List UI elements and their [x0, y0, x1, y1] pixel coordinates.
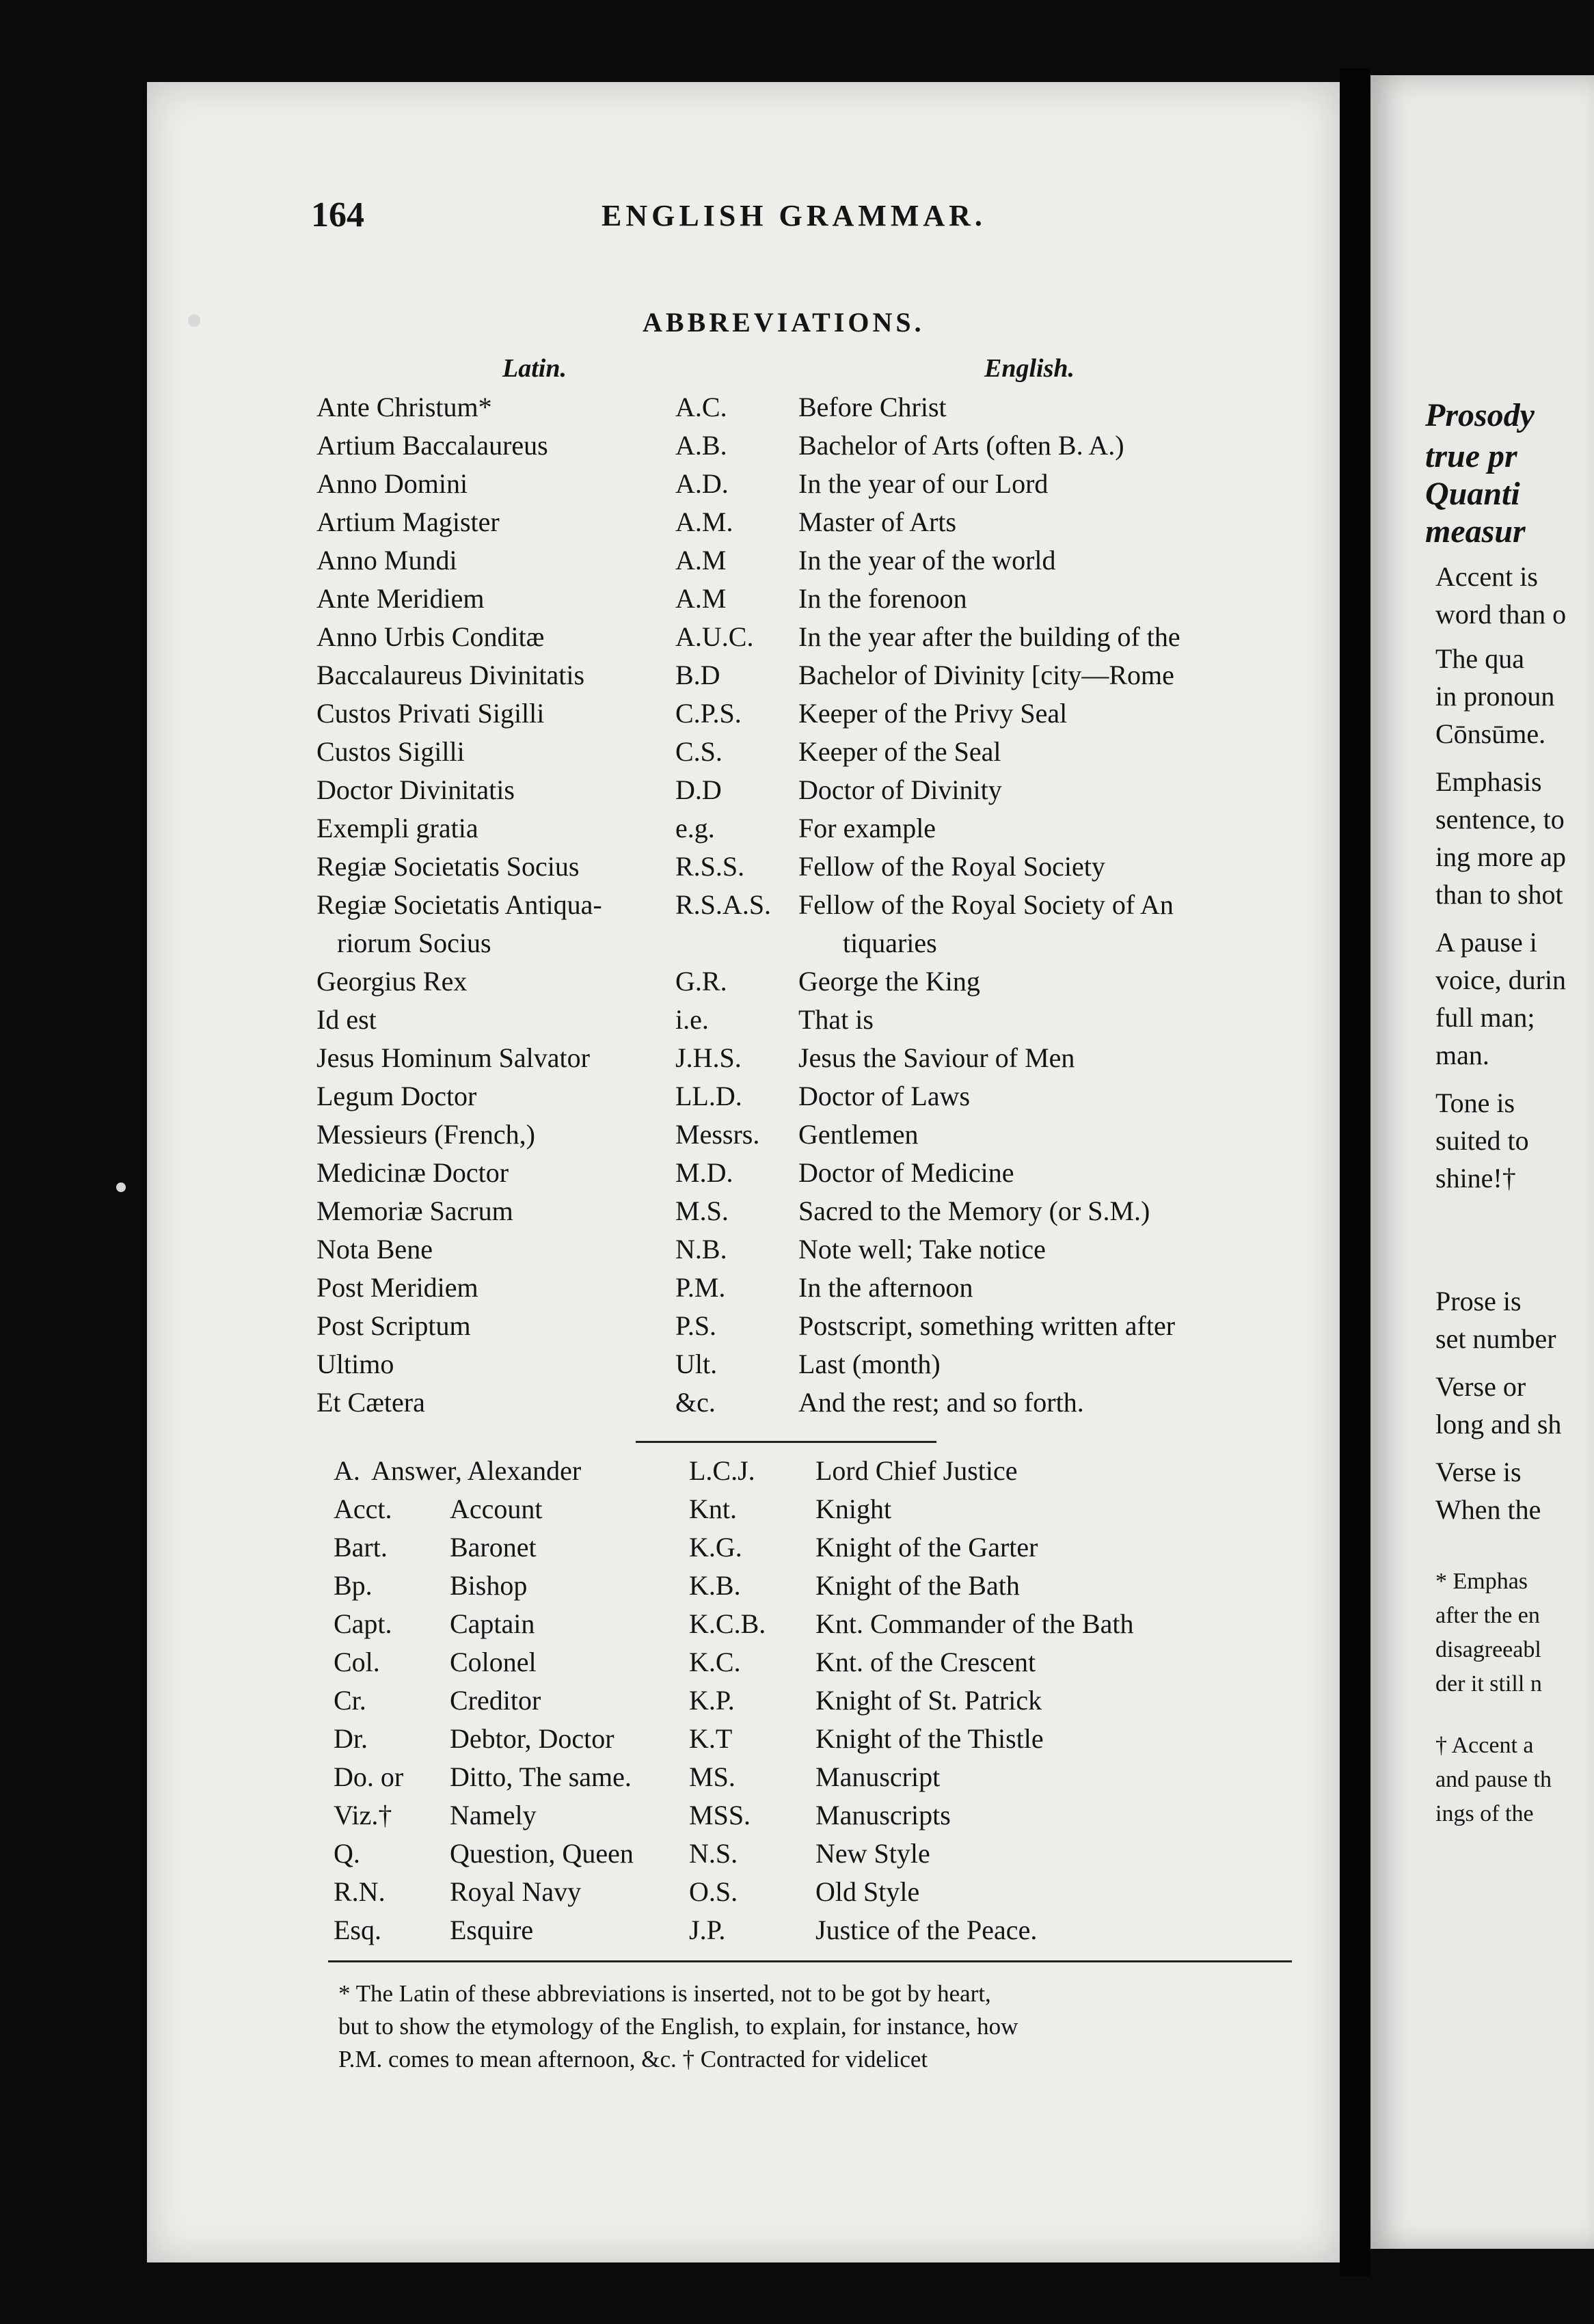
column-heading-latin: Latin. [502, 354, 567, 383]
right-page-line: Prose is [1435, 1286, 1522, 1316]
right-page-line: after the en [1435, 1603, 1540, 1628]
table-row [316, 1001, 1294, 1039]
short-abbr-cell: Q. [334, 1838, 360, 1869]
table-row [316, 694, 1294, 733]
english-cell: Jesus the Saviour of Men [798, 1042, 1075, 1073]
footnote-line: P.M. comes to mean afternoon, &c. † Contracted for videlicet [338, 2046, 928, 2072]
latin-cell: Artium Magister [316, 506, 500, 537]
right-page-line: † Accent a [1435, 1733, 1534, 1758]
table-row [316, 848, 1294, 886]
abbr-cell: A.M. [675, 506, 733, 537]
short-abbr-cell: Dr. [334, 1723, 368, 1754]
abbr-cell: MS. [689, 1761, 735, 1792]
abbr-cell: A.C. [675, 392, 727, 422]
right-page-line: Verse or [1435, 1371, 1526, 1402]
table-row [316, 656, 1294, 694]
meaning-cell: Colonel [450, 1647, 537, 1677]
footnote-line: * The Latin of these abbreviations is inserted, not to be got by heart, [338, 1980, 991, 2007]
meaning-cell: Esquire [450, 1915, 534, 1945]
abbr-cell: P.M. [675, 1272, 726, 1303]
abbr-cell: e.g. [675, 813, 715, 843]
meaning-cell: Debtor, Doctor [450, 1723, 614, 1754]
abbr-cell: LL.D. [675, 1081, 742, 1111]
abbr-cell: i.e. [675, 1004, 709, 1035]
table-row [316, 886, 1294, 924]
latin-cell: Regiæ Societatis Socius [316, 851, 580, 882]
abbr-cell: K.C.B. [689, 1608, 766, 1639]
right-page-line: * Emphas [1435, 1569, 1528, 1594]
abbr-cell: C.S. [675, 736, 722, 767]
abbr-cell: R.S.S. [675, 851, 745, 882]
right-page-line: Verse is [1435, 1457, 1522, 1487]
table-row [316, 465, 1294, 503]
table-row [316, 1192, 1294, 1230]
table-row [316, 388, 1294, 427]
latin-cell: Ante Christum* [316, 392, 492, 422]
english-cell: Knt. of the Crescent [815, 1647, 1036, 1677]
abbr-cell: O.S. [689, 1876, 738, 1907]
abbr-cell: K.T [689, 1723, 733, 1754]
english-cell: Lord Chief Justice [815, 1455, 1018, 1486]
right-page-line: Tone is [1435, 1087, 1515, 1118]
abbr-cell: Messrs. [675, 1119, 760, 1150]
latin-cell: Messieurs (French,) [316, 1119, 535, 1150]
english-cell: Note well; Take notice [798, 1234, 1046, 1265]
right-page-line: ings of the [1435, 1801, 1534, 1826]
latin-cell: Nota Bene [316, 1234, 433, 1265]
abbr-cell: C.P.S. [675, 698, 742, 729]
table-row [316, 1269, 1294, 1307]
abbr-cell: K.B. [689, 1570, 741, 1601]
table-row [316, 733, 1294, 771]
meaning-cell: Question, Queen [450, 1838, 634, 1869]
short-abbr-cell: Esq. [334, 1915, 381, 1945]
latin-cell: Id est [316, 1004, 377, 1035]
english-cell: In the forenoon [798, 583, 967, 614]
meaning-cell: Ditto, The same. [450, 1761, 632, 1792]
short-abbr-cell: A. [334, 1455, 360, 1486]
section-title: ABBREVIATIONS. [643, 307, 925, 338]
english-cell: Manuscripts [815, 1800, 951, 1830]
table-row [316, 771, 1294, 809]
english-cell: In the year of the world [798, 545, 1056, 576]
latin-cell: Post Scriptum [316, 1310, 471, 1341]
meaning-cell: Baronet [450, 1532, 537, 1563]
table-row [316, 541, 1294, 580]
right-page-line: sentence, to [1435, 804, 1565, 835]
latin-cell: Memoriæ Sacrum [316, 1195, 513, 1226]
meaning-cell: Royal Navy [450, 1876, 582, 1907]
abbr-cell: G.R. [675, 966, 727, 997]
english-cell: Before Christ [798, 392, 947, 422]
english-cell: Keeper of the Seal [798, 736, 1001, 767]
abbr-cell: J.P. [689, 1915, 726, 1945]
page-number: 164 [311, 195, 364, 234]
abbr-cell: A.D. [675, 468, 729, 499]
table-row [334, 1873, 1291, 1911]
short-abbr-cell: Do. or [334, 1761, 404, 1792]
latin-cell: Anno Domini [316, 468, 468, 499]
english-cell: Knight [815, 1494, 892, 1524]
english-cell: Keeper of the Privy Seal [798, 698, 1068, 729]
right-page-line: disagreeabl [1435, 1637, 1541, 1662]
table-row [334, 1758, 1291, 1796]
short-abbr-cell: Bart. [334, 1532, 388, 1563]
paper-spot [188, 314, 200, 327]
abbr-cell: K.P. [689, 1685, 735, 1716]
abbr-cell: J.H.S. [675, 1042, 742, 1073]
abbr-cell: Ult. [675, 1349, 718, 1379]
table-row [316, 427, 1294, 465]
english-cell: Fellow of the Royal Society [798, 851, 1105, 882]
abbr-cell: A.U.C. [675, 621, 754, 652]
english-cell: New Style [815, 1838, 930, 1869]
short-abbr-cell: Acct. [334, 1494, 392, 1524]
right-page-line: ing more ap [1435, 841, 1567, 872]
table-row [334, 1528, 1291, 1567]
short-abbr-cell: R.N. [334, 1876, 386, 1907]
english-cell: Fellow of the Royal Society of An [798, 889, 1174, 920]
running-title: ENGLISH GRAMMAR. [602, 199, 986, 232]
english-cell: Sacred to the Memory (or S.M.) [798, 1195, 1150, 1226]
meaning-cell: Answer, Alexander [371, 1455, 582, 1486]
abbr-cell: L.C.J. [689, 1455, 755, 1486]
english-cell: Manuscript [815, 1761, 941, 1792]
latin-cell: Custos Privati Sigilli [316, 698, 545, 729]
short-abbr-cell: Bp. [334, 1570, 373, 1601]
english-cell: Justice of the Peace. [815, 1915, 1038, 1945]
table-row [334, 1643, 1291, 1681]
english-cell: That is [798, 1004, 874, 1035]
right-page-line: than to shot [1435, 879, 1563, 910]
right-page-line: Accent is [1435, 561, 1538, 592]
paper-spot [116, 1183, 126, 1192]
right-page-line: A pause i [1435, 927, 1537, 958]
latin-cell: Anno Urbis Conditæ [316, 621, 545, 652]
short-abbr-cell: Capt. [334, 1608, 392, 1639]
latin-cell: Georgius Rex [316, 966, 468, 997]
table-row [316, 580, 1294, 618]
abbr-cell: K.G. [689, 1532, 742, 1563]
table-row [334, 1720, 1291, 1758]
table-row [334, 1681, 1291, 1720]
section-divider [636, 1441, 936, 1443]
latin-cell: Anno Mundi [316, 545, 457, 576]
footnote [338, 1977, 1295, 2076]
table-row [316, 1345, 1294, 1383]
english-cell: Doctor of Medicine [798, 1157, 1014, 1188]
latin-cell: Post Meridiem [316, 1272, 478, 1303]
table-row [316, 1230, 1294, 1269]
english-cell: Master of Arts [798, 506, 957, 537]
latin-cell: Regiæ Societatis Antiqua- [316, 889, 602, 920]
table-row [334, 1567, 1291, 1605]
english-cell: Doctor of Laws [798, 1081, 971, 1111]
right-page-line: true pr [1425, 438, 1517, 474]
right-page-line: Quanti [1425, 476, 1520, 512]
english-cell: Gentlemen [798, 1119, 919, 1150]
abbr-cell: N.B. [675, 1234, 727, 1265]
table-row [316, 618, 1294, 656]
latin-cell: Custos Sigilli [316, 736, 465, 767]
abbr-cell: M.S. [675, 1195, 729, 1226]
short-abbr-cell: Col. [334, 1647, 380, 1677]
english-cell: George the King [798, 966, 980, 997]
right-page-line: long and sh [1435, 1409, 1562, 1440]
latin-cell: Exempli gratia [316, 813, 478, 843]
table-row [316, 1116, 1294, 1154]
footnote-line: but to show the etymology of the English, to explain, for instance, how [338, 2013, 1018, 2040]
table-row [316, 924, 1294, 962]
english-cell: Old Style [815, 1876, 920, 1907]
right-page-line: voice, durin [1435, 964, 1567, 995]
english-cell: Knight of St. Patrick [815, 1685, 1042, 1716]
right-page-line: shine!† [1435, 1163, 1516, 1193]
latin-cell: Et Cætera [316, 1387, 425, 1418]
table-row [316, 809, 1294, 848]
english-cell: Postscript, something written after [798, 1310, 1176, 1341]
table-row [316, 1383, 1294, 1422]
abbr-cell: R.S.A.S. [675, 889, 772, 920]
right-page-line: full man; [1435, 1002, 1535, 1033]
english-cell: tiquaries [843, 928, 937, 958]
right-page-line: When the [1435, 1494, 1541, 1525]
latin-cell: Ante Meridiem [316, 583, 485, 614]
table-row [316, 962, 1294, 1001]
column-heading-english: English. [984, 354, 1075, 383]
right-page-line: suited to [1435, 1125, 1529, 1156]
latin-cell: Medicinæ Doctor [316, 1157, 509, 1188]
table-row [316, 1039, 1294, 1077]
abbr-cell: A.M [675, 545, 727, 576]
meaning-cell: Creditor [450, 1685, 541, 1716]
english-cell: Knight of the Bath [815, 1570, 1020, 1601]
table-row [334, 1796, 1291, 1835]
abbr-cell: N.S. [689, 1838, 738, 1869]
table-row [316, 1307, 1294, 1345]
right-page-line: The qua [1435, 643, 1524, 674]
table-row [316, 503, 1294, 541]
meaning-cell: Namely [450, 1800, 537, 1830]
latin-cell: Legum Doctor [316, 1081, 477, 1111]
right-page-line: Prosody [1425, 397, 1535, 433]
latin-abbreviation-table [316, 388, 1294, 1422]
right-page-line: measur [1425, 513, 1526, 550]
abbr-cell: B.D [675, 660, 720, 690]
abbr-cell: &c. [675, 1387, 716, 1418]
latin-cell: riorum Socius [337, 928, 491, 958]
meaning-cell: Bishop [450, 1570, 528, 1601]
latin-cell: Doctor Divinitatis [316, 774, 515, 805]
short-abbr-cell: Viz.† [334, 1800, 392, 1830]
english-cell: Bachelor of Divinity [city—Rome [798, 660, 1174, 690]
latin-cell: Artium Baccalaureus [316, 430, 548, 461]
table-row [334, 1911, 1291, 1949]
abbr-cell: P.S. [675, 1310, 717, 1341]
abbr-cell: D.D [675, 774, 722, 805]
english-cell: Bachelor of Arts (often B. A.) [798, 430, 1124, 461]
footnote-divider [328, 1960, 1292, 1962]
english-cell: Last (month) [798, 1349, 941, 1379]
right-page-line: man. [1435, 1040, 1489, 1070]
table-row [316, 1154, 1294, 1192]
right-page-line: and pause th [1435, 1767, 1552, 1792]
abbr-cell: A.M [675, 583, 727, 614]
english-cell: In the afternoon [798, 1272, 973, 1303]
table-row [316, 1077, 1294, 1116]
latin-cell: Jesus Hominum Salvator [316, 1042, 590, 1073]
latin-cell: Ultimo [316, 1349, 394, 1379]
english-cell: Knt. Commander of the Bath [815, 1608, 1134, 1639]
right-page-line: Emphasis [1435, 766, 1542, 797]
english-cell: Knight of the Thistle [815, 1723, 1044, 1754]
right-page-line: Cōnsūme. [1435, 718, 1546, 749]
english-cell: Doctor of Divinity [798, 774, 1002, 805]
english-cell: For example [798, 813, 936, 843]
table-row [334, 1605, 1291, 1643]
table-row [334, 1490, 1291, 1528]
table-row [334, 1835, 1291, 1873]
right-page-line: set number [1435, 1323, 1556, 1354]
english-abbreviation-table [334, 1452, 1291, 1949]
right-page-line: der it still n [1435, 1671, 1542, 1697]
meaning-cell: Captain [450, 1608, 535, 1639]
english-cell: In the year after the building of the [798, 621, 1180, 652]
abbr-cell: Knt. [689, 1494, 737, 1524]
table-row [334, 1452, 1291, 1490]
abbr-cell: MSS. [689, 1800, 751, 1830]
english-cell: And the rest; and so forth. [798, 1387, 1084, 1418]
book-gutter [1340, 68, 1370, 2276]
right-page-line: in pronoun [1435, 681, 1555, 712]
right-page-line: word than o [1435, 599, 1567, 630]
english-cell: In the year of our Lord [798, 468, 1049, 499]
english-cell: Knight of the Garter [815, 1532, 1038, 1563]
abbr-cell: K.C. [689, 1647, 741, 1677]
meaning-cell: Account [450, 1494, 543, 1524]
abbr-cell: M.D. [675, 1157, 733, 1188]
short-abbr-cell: Cr. [334, 1685, 366, 1716]
latin-cell: Baccalaureus Divinitatis [316, 660, 585, 690]
abbr-cell: A.B. [675, 430, 727, 461]
